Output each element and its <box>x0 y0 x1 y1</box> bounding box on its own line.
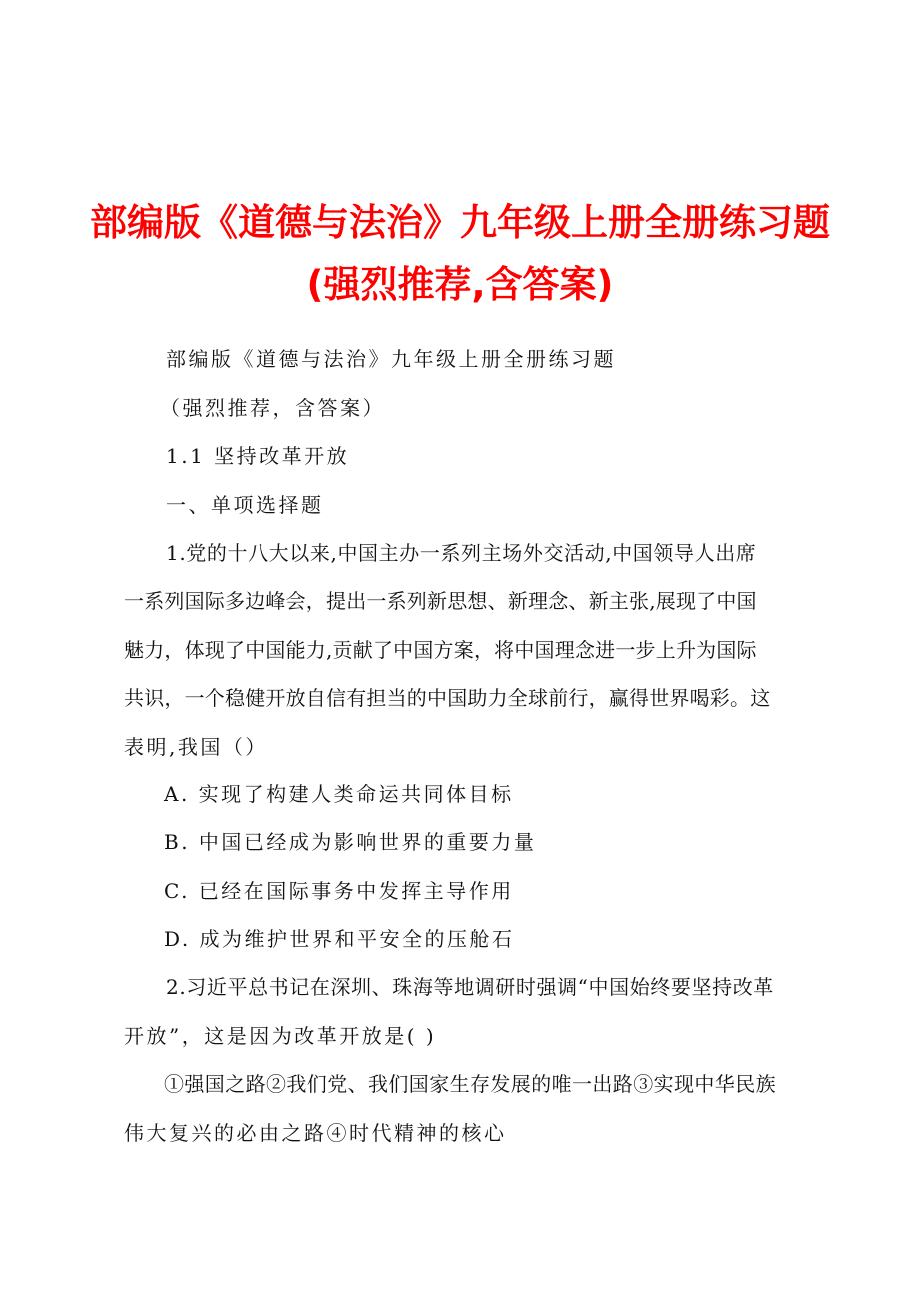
question-1-line-4: 共识，一个稳健开放自信有担当的中国助力全球前行，赢得世界喝彩。这 <box>124 686 771 710</box>
question-2-statements-line-2: 伟大复兴的必由之路④时代精神的核心 <box>124 1121 507 1145</box>
document-title-line-1: 部编版《道德与法治》九年级上册全册练习题 <box>90 201 830 244</box>
question-1-line-3: 魅力，体现了中国能力,贡献了中国方案，将中国理念进一步上升为国际 <box>124 638 757 662</box>
question-1-option-a: A. 实现了构建人类命运共同体目标 <box>164 782 514 806</box>
question-2-line-1: 2.习近平总书记在深圳、珠海等地调研时强调“中国始终要坚持改革 <box>166 975 774 999</box>
question-1-line-5: 表明,我国（） <box>124 735 268 759</box>
question-1-option-d: D. 成为维护世界和平安全的压舱石 <box>164 927 515 951</box>
question-1-line-2: 一系列国际多边峰会，提出一系列新思想、新理念、新主张,展现了中国 <box>124 589 757 613</box>
question-2-line-2: 开放”，这是因为改革开放是( ) <box>124 1024 437 1048</box>
subtitle-line-1: 部编版《道德与法治》九年级上册全册练习题 <box>166 347 616 371</box>
question-1-option-c: C. 已经在国际事务中发挥主导作用 <box>164 879 514 903</box>
subtitle-line-2: （强烈推荐，含答案） <box>160 396 385 420</box>
question-1-option-b: B. 中国已经成为影响世界的重要力量 <box>164 830 537 854</box>
section-heading: 1.1 坚持改革开放 <box>166 444 350 468</box>
question-2-statements-line-1: ①强国之路②我们党、我们国家生存发展的唯一出路③实现中华民族 <box>164 1072 776 1096</box>
part-heading: 一、单项选择题 <box>166 493 324 517</box>
document-title-line-2: (强烈推荐,含答案) <box>306 263 614 306</box>
question-1-line-1: 1.党的十八大以来,中国主办一系列主场外交活动,中国领导人出席 <box>166 541 757 565</box>
